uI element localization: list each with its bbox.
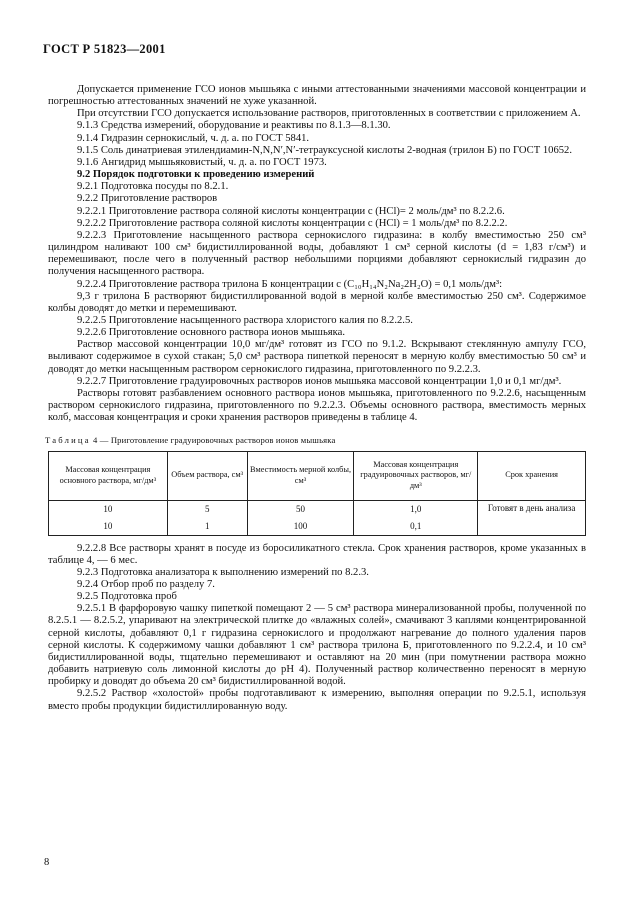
paragraph: 9.2.3 Подготовка анализатора к выполнению измерений по 8.2.3.	[77, 566, 369, 578]
paragraph: 9.1.4 Гидразин сернокислый, ч. д. а. по ГОСТ 5841.	[77, 132, 310, 144]
paragraph: 9.2.2.6 Приготовление основного раствора ионов мышьяка.	[77, 327, 345, 339]
paragraph: 9.1.5 Соль динатриевая этилендиамин-N,N,N′,N′-тетрауксусной кислоты 2-водная (трилон Б) по ГОСТ 10652.	[77, 144, 572, 156]
table-4	[48, 451, 586, 536]
table-cell: 100	[247, 518, 354, 536]
paragraph: При отсутствии ГСО допускается использование растворов, приготовленных в соответствии с приложением А.	[77, 108, 581, 120]
paragraph: 9,3 г трилона Б растворяют бидистиллированной водой в мерной колбе вместимостью 250 см³. Содержимое колбы доводят до метки и перемешивают.	[48, 290, 586, 314]
table-cell: 1,0	[354, 500, 478, 518]
paragraph: 9.2.2.2 Приготовление раствора соляной кислоты концентрации c (HCl) = 1 моль/дм³ по 8.2.2.2.	[77, 217, 508, 229]
document-header: ГОСТ Р 51823—2001	[43, 42, 166, 56]
section-heading: 9.2 Порядок подготовки к проведению измерений	[77, 169, 315, 181]
table-cell: 5	[167, 500, 247, 518]
paragraph: 9.2.2.1 Приготовление раствора соляной кислоты концентрации c (HCl)= 2 моль/дм³ по 8.2.2.6.	[77, 205, 505, 217]
column-header: Массовая концентрация градуировочных растворов, мг/дм³	[354, 451, 478, 500]
paragraph: 9.2.2 Приготовление растворов	[77, 193, 218, 205]
paragraph: 9.1.6 Ангидрид мышьяковистый, ч. д. а. по ГОСТ 1973.	[77, 156, 327, 168]
paragraph: 9.2.1 Подготовка посуды по 8.2.1.	[77, 181, 229, 193]
page-number: 8	[44, 857, 50, 868]
paragraph: 9.2.5.2 Раствор «холостой» пробы подготавливают к измерению, выполняя операции по 9.2.5.1, используя вместо пробы продукции бидистиллированную воду.	[48, 688, 586, 712]
paragraph: 9.2.5 Подготовка проб	[77, 591, 177, 603]
column-header: Объем раствора, см³	[167, 451, 247, 500]
paragraph: 9.2.4 Отбор проб по разделу 7.	[77, 579, 215, 590]
table-header-row	[49, 451, 586, 500]
column-header: Массовая концентрация основного раствора, мг/дм³	[49, 451, 168, 500]
paragraph: 9.2.2.5 Приготовление насыщенного раствора хлористого калия по 8.2.2.5.	[77, 314, 413, 326]
column-header: Вместимость мерной колбы, см³	[247, 451, 354, 500]
paragraph: Допускается применение ГСО ионов мышьяка с иными аттестованными значениями массовой концентрации и погрешностью аттестованных значений не хуже указанной.	[48, 84, 586, 108]
paragraph: 9.2.2.4 Приготовление раствора трилона Б концентрации c (C₁₀H₁₄N₂Na₂2H₂O) = 0,1 моль/дм³:	[77, 278, 503, 290]
table-cell: 10	[49, 518, 168, 536]
table-caption-text: 4 — Приготовление градуировочных растворов ионов мышьяка	[93, 435, 336, 446]
storage-cell: Готовят в день анализа	[478, 500, 586, 535]
paragraph: 9.2.2.3 Приготовление насыщенного раствора сернокислого гидразина: в колбу вместимостью 250 см³ цилиндром наливают 100 см³ бидистиллированной воды, добавляют 1 см³ серной кислоты (d = 1,83 г/см³) и перемешивают, после чего в полученный раствор небольшими порциями добавляют сернокислый гидразин до получения насыщенного раствора.	[48, 229, 586, 278]
paragraph: 9.2.2.7 Приготовление градуировочных растворов ионов мышьяка массовой концентрации 1,0 и 0,1 мг/дм³.	[77, 375, 562, 387]
table-cell: 50	[247, 500, 354, 518]
table-caption-prefix: Таблица	[45, 435, 91, 446]
table-cell: 1	[167, 518, 247, 536]
paragraph: Растворы готовят разбавлением основного раствора ионов мышьяка, приготовленного по 9.2.2.6, насыщенным раствором сернокислого гидразина, приготовленного по 9.2.2.3. Объемы основного раствора, вместимость мерных колб, массовая концентрация и сроки хранения растворов приведены в таблице 4.	[48, 387, 586, 424]
paragraph: 9.2.5.1 В фарфоровую чашку пипеткой помещают 2 — 5 см³ раствора минерализованной пробы, полученной по 8.2.5.1 — 8.2.5.2, упаривают на электрической плитке до «влажных солей», смачивают 3 каплями концентрированной серной кислоты, добавляют 0,1 г гидразина сернокислого и продолжают нагревание до полного удаления паров серной кислоты. К содержимому чашки добавляют 1 см³ раствора трилона Б, приготовленного по 9.2.2.4, и 10 см³ бидистиллированной воды, тщательно перемешивают и оставляют на 20 мин (при помутнении раствора можно добавить натриевую соль лимонной кислоты до pH 4). Полученный раствор количественно переносят в мерную пробирку и доводят до объема 20 см³ бидистиллированной водой.	[48, 603, 586, 688]
table-cell: 10	[49, 500, 168, 518]
table-cell: 0,1	[354, 518, 478, 536]
paragraph: Раствор массовой концентрации 10,0 мг/дм³ готовят из ГСО по 9.1.2. Вскрывают стеклянную ампулу ГСО, выливают содержимое в сухой стакан; 5,0 см³ раствора пипеткой переносят в мерную колбу вместимостью 50 см³ и доводят до метки насыщенным раствором сернокислого гидразина, приготовленного по 9.2.2.3.	[48, 339, 586, 375]
paragraph: 9.2.2.8 Все растворы хранят в посуде из боросиликатного стекла. Срок хранения растворов, кроме указанных в таблице 4, — 6 мес.	[48, 542, 586, 566]
page-content	[45, 84, 586, 713]
table-caption	[45, 434, 586, 446]
column-header: Срок хранения	[478, 451, 586, 500]
table-row	[49, 500, 586, 518]
paragraph: 9.1.3 Средства измерений, оборудование и реактивы по 8.1.3—8.1.30.	[77, 120, 391, 132]
